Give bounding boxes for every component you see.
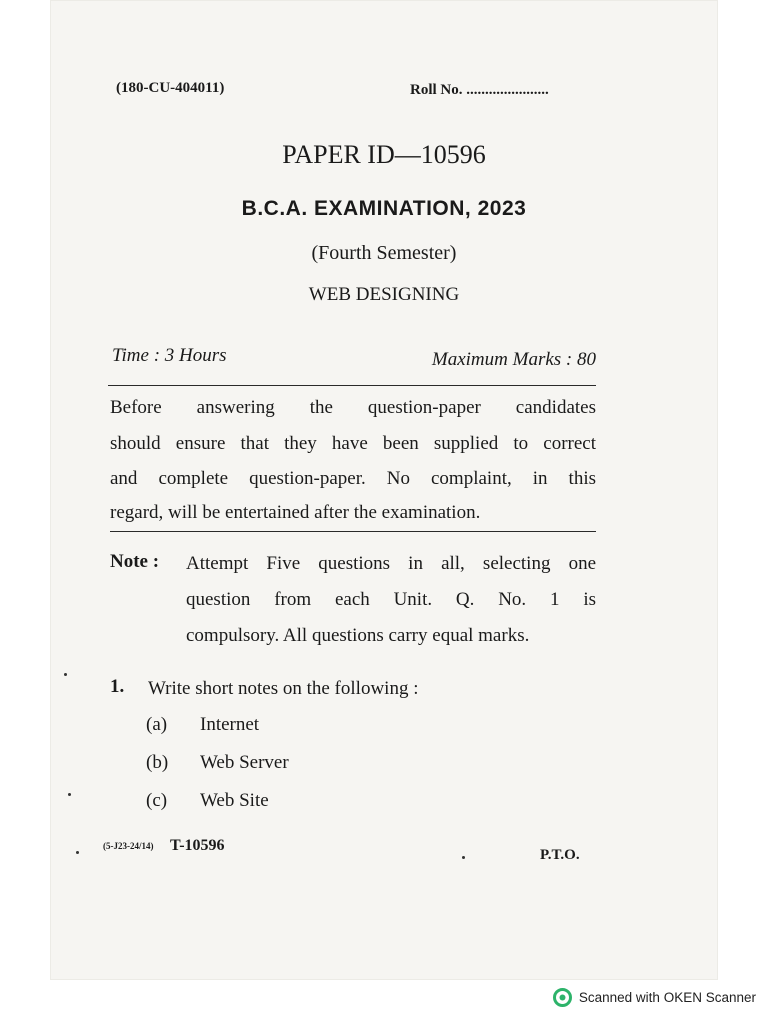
oken-logo-icon: [553, 988, 572, 1007]
semester: (Fourth Semester): [311, 242, 457, 264]
item-text: Web Site: [200, 790, 269, 811]
rule-bottom: [110, 531, 596, 532]
exam-title: B.C.A. EXAMINATION, 2023: [241, 197, 527, 220]
scanner-watermark: [553, 988, 756, 1007]
speck: [68, 793, 71, 796]
speck: [76, 851, 79, 854]
note-line: compulsory. All questions carry equal marks.: [186, 625, 530, 646]
subject: WEB DESIGNING: [308, 284, 460, 305]
instruction-line: should ensure that they have been supplied to correct: [110, 433, 596, 454]
item-text: Internet: [200, 714, 260, 735]
note-line: Attempt Five questions in all, selecting one: [186, 553, 596, 574]
paper-id: PAPER ID—10596: [282, 140, 486, 169]
exam-paper-page: [50, 0, 718, 980]
pto: P.T.O.: [540, 847, 580, 863]
rule-top: [108, 385, 596, 386]
note-label: Note :: [110, 551, 160, 572]
item-text: Web Server: [200, 752, 289, 773]
footer-code-small: (5-J23-24/14): [103, 841, 154, 851]
item-label: (c): [146, 790, 168, 811]
item-label: (a): [146, 714, 168, 735]
note-line: question from each Unit. Q. No. 1 is: [186, 589, 596, 610]
question-number: 1.: [110, 676, 125, 697]
scanner-text: Scanned with OKEN Scanner: [578, 990, 756, 1005]
paper-code: (180-CU-404011): [116, 80, 225, 96]
instruction-line: Before answering the question-paper candidates: [110, 397, 596, 418]
instruction-line: and complete question-paper. No complaint, in this: [110, 468, 596, 489]
item-label: (b): [146, 752, 169, 773]
maximum-marks: Maximum Marks : 80: [431, 349, 596, 370]
roll-no: Roll No. ......................: [410, 82, 549, 98]
speck: [64, 673, 67, 676]
instruction-line: regard, will be entertained after the examination.: [110, 502, 481, 523]
speck: [462, 856, 465, 859]
footer-code: T-10596: [170, 837, 225, 854]
time-allowed: Time : 3 Hours: [112, 345, 227, 366]
question-text: Write short notes on the following :: [148, 678, 419, 699]
